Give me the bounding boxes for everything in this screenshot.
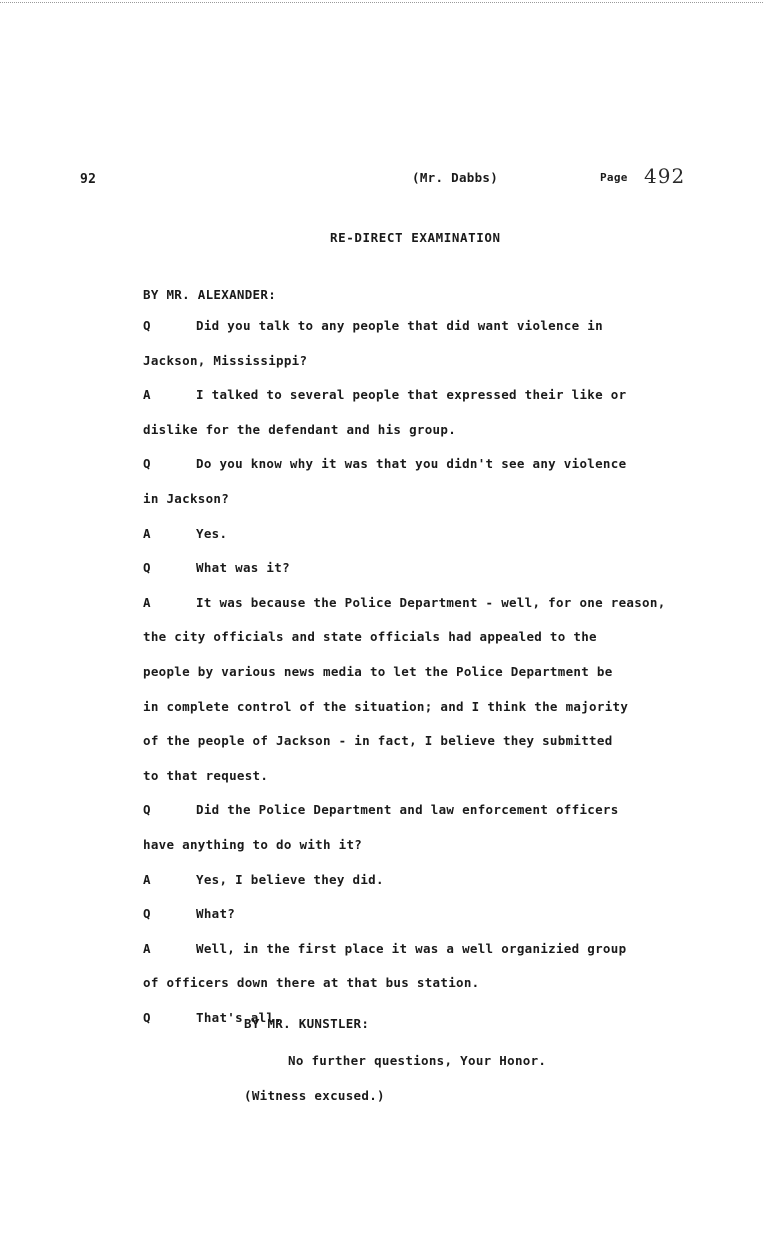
witness-header: (Mr. Dabbs) bbox=[412, 170, 499, 185]
closing-statement: No further questions, Your Honor. bbox=[288, 1053, 547, 1068]
answer-line: to that request. bbox=[143, 767, 269, 783]
question-line: in Jackson? bbox=[143, 491, 230, 506]
witness-excused-note: (Witness excused.) bbox=[244, 1088, 385, 1103]
answer-marker: A bbox=[143, 525, 151, 541]
answer-line: people by various news media to let the Police Department be bbox=[143, 664, 613, 679]
question-line: Do you know why it was that you didn't see any violence bbox=[196, 456, 627, 472]
question-line: What? bbox=[196, 906, 236, 922]
question-marker: Q bbox=[143, 560, 151, 576]
question-marker: Q bbox=[143, 802, 151, 818]
question-line: Did you talk to any people that did want violence in bbox=[196, 318, 603, 333]
examiner-heading-2: BY MR. KUNSTLER: bbox=[244, 1016, 370, 1031]
question-line: What was it? bbox=[196, 560, 290, 576]
answer-marker: A bbox=[143, 387, 151, 403]
examiner-heading: BY MR. ALEXANDER: bbox=[143, 287, 277, 302]
answer-line: Yes. bbox=[196, 525, 228, 541]
question-line: That's all. bbox=[196, 1010, 283, 1025]
question-marker: Q bbox=[143, 906, 151, 922]
answer-marker: A bbox=[143, 940, 151, 956]
answer-line: of the people of Jackson - in fact, I believe they submitted bbox=[143, 733, 613, 749]
answer-line: of officers down there at that bus station. bbox=[143, 975, 480, 991]
answer-line: the city officials and state officials had appealed to the bbox=[143, 629, 597, 645]
question-marker: Q bbox=[143, 318, 151, 333]
answer-marker: A bbox=[143, 594, 151, 610]
question-line: Did the Police Department and law enforcement officers bbox=[196, 802, 619, 818]
section-title: RE-DIRECT EXAMINATION bbox=[330, 230, 501, 245]
page-number-right: 492 bbox=[644, 164, 686, 188]
answer-line: Well, in the first place it was a well organizied group bbox=[196, 940, 627, 956]
answer-line: It was because the Police Department - well, for one reason, bbox=[196, 594, 666, 610]
question-line: have anything to do with it? bbox=[143, 837, 363, 852]
answer-line: I talked to several people that expressed their like or bbox=[196, 387, 627, 403]
answer-marker: A bbox=[143, 871, 151, 887]
question-marker: Q bbox=[143, 1010, 151, 1025]
answer-line: Yes, I believe they did. bbox=[196, 871, 384, 887]
scan-border-line bbox=[0, 2, 763, 3]
page-number-left: 92 bbox=[80, 172, 97, 187]
question-marker: Q bbox=[143, 456, 151, 472]
question-line: Jackson, Mississippi? bbox=[143, 352, 308, 368]
answer-line: in complete control of the situation; and I think the majority bbox=[143, 698, 629, 714]
page-label: Page bbox=[600, 171, 628, 184]
answer-line: dislike for the defendant and his group. bbox=[143, 421, 457, 437]
